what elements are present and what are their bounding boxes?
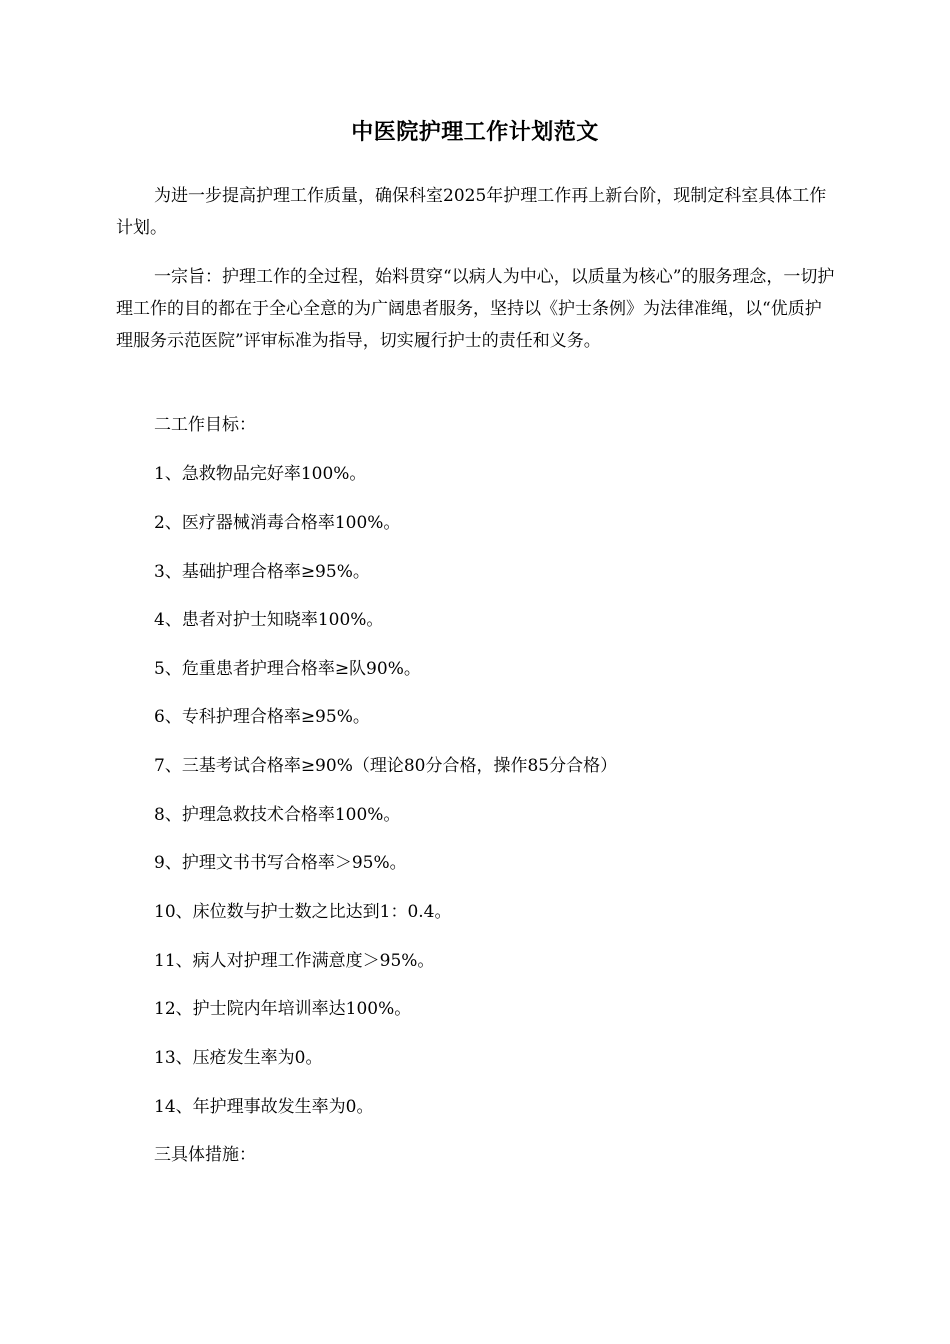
purpose-paragraph: 一宗旨：护理工作的全过程，始料贯穿“以病人为中心，以质量为核心”的服务理念，一切护理工作的目的都在于全心全意的为广阔患者服务，坚持以《护士条例》为法律准绳，以“优质护理服务示范医院”评审标准为指导，切实履行护士的责任和义务。	[116, 267, 835, 351]
goal-item: 4、患者对护士知晓率100%。	[154, 610, 384, 630]
intro-paragraph: 为进一步提高护理工作质量，确保科室2025年护理工作再上新台阶，现制定科室具体工作计划。	[116, 186, 827, 238]
goal-item: 11、病人对护理工作满意度＞95%。	[154, 951, 435, 971]
goal-item: 2、医疗器械消毒合格率100%。	[154, 513, 401, 533]
goal-item: 13、压疮发生率为0。	[154, 1048, 323, 1068]
goal-item: 1、急救物品完好率100%。	[154, 464, 367, 484]
goals-heading: 二工作目标：	[154, 415, 256, 435]
measures-heading: 三具体措施：	[154, 1145, 256, 1165]
goal-item: 12、护士院内年培训率达100%。	[154, 999, 412, 1019]
goal-item: 8、护理急救技术合格率100%。	[154, 805, 401, 825]
goal-item: 5、危重患者护理合格率≥队90%。	[154, 659, 421, 679]
goal-item: 10、床位数与护士数之比达到1：0.4。	[154, 902, 452, 922]
goal-item: 6、专科护理合格率≥95%。	[154, 707, 370, 727]
goal-item: 3、基础护理合格率≥95%。	[154, 562, 370, 582]
document-title: 中医院护理工作计划范文	[351, 119, 599, 145]
goal-item: 9、护理文书书写合格率＞95%。	[154, 853, 407, 873]
goal-item: 14、年护理事故发生率为0。	[154, 1097, 374, 1117]
goal-item: 7、三基考试合格率≥90%（理论80分合格，操作85分合格）	[154, 756, 618, 776]
